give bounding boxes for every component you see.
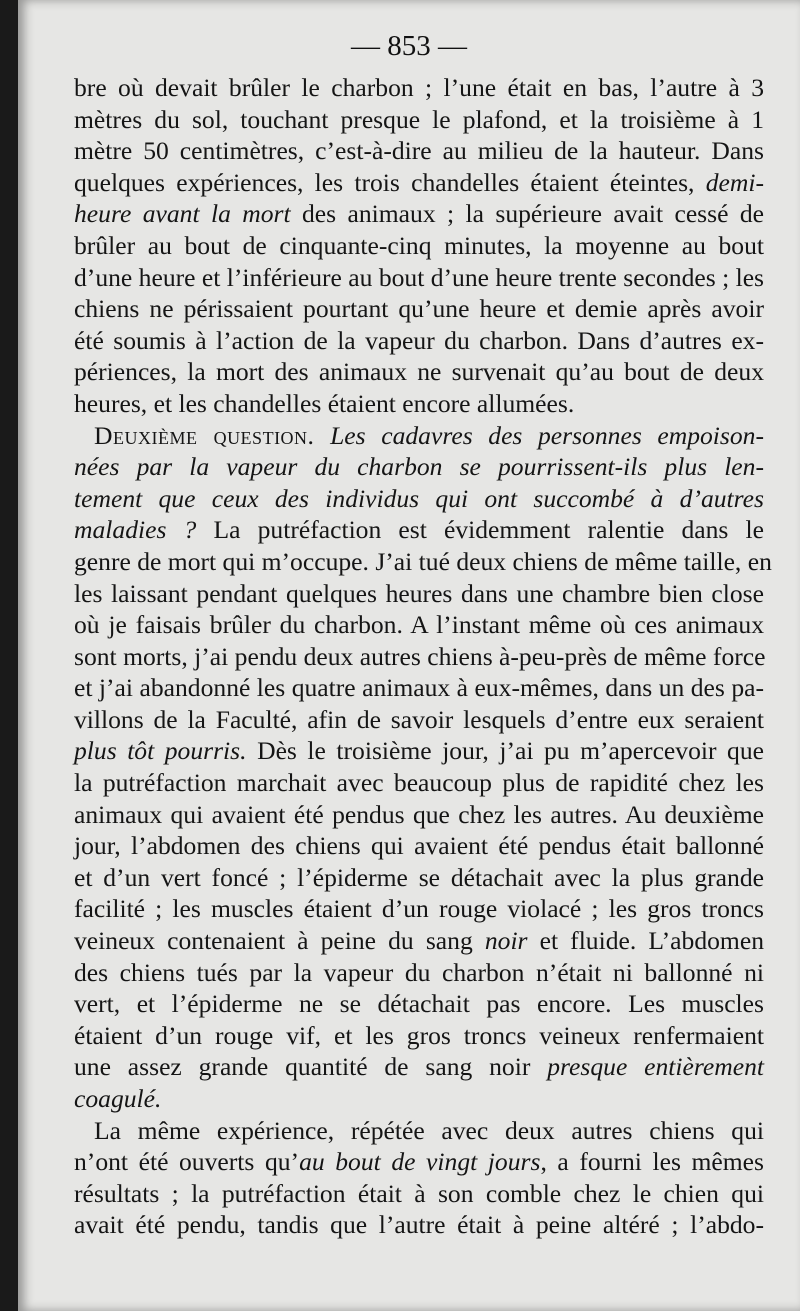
text-segment: jour, l’abdomen des chiens qui avaient été pendus était ballonné (74, 831, 764, 861)
italic-text: Les cadavres des personnes empoison- (330, 420, 764, 450)
text-segment: où je faisais brûler du charbon. A l’instant même où ces animaux (74, 610, 764, 640)
text-segment: bre où devait brûler le charbon ; l’une était en bas, l’autre à 3 (74, 73, 764, 102)
text-segment: étaient d’un rouge vif, et les gros troncs veineux renfermaient (74, 1020, 764, 1050)
text-line (74, 135, 764, 167)
text-line (74, 167, 764, 199)
text-line (74, 893, 764, 925)
text-segment: les laissant pendant quelques heures dans une chambre bien close (74, 578, 764, 608)
text-segment: vert, et l’épiderme ne se détachait pas encore. Les muscles (74, 989, 764, 1019)
text-segment: la putréfaction marchait avec beaucoup plus de rapidité chez les (74, 768, 764, 798)
italic-text: plus tôt pourris. (74, 736, 247, 766)
text-segment: mètre 50 centimètres, c’est-à-dire au milieu de la hauteur. Dans (74, 136, 764, 166)
text-segment: quelques expériences, les trois chandelles étaient éteintes, (74, 167, 706, 197)
italic-text: presque entièrement (547, 1052, 764, 1082)
text-line (74, 862, 764, 894)
text-segment: des animaux ; la supérieure avait cessé de (290, 199, 765, 229)
text-segment: et j’ai abandonné les quatre animaux à eux-mêmes, dans un des pa- (74, 673, 764, 703)
text-line (74, 198, 764, 230)
italic-text: nées par la vapeur du charbon se pourrissent-ils plus len- (74, 452, 764, 482)
text-segment: heures, et les chandelles étaient encore allumées. (74, 388, 575, 418)
text-line (74, 578, 764, 610)
text-segment: villons de la Faculté, afin de savoir lesquels d’entre eux seraient (74, 704, 764, 734)
text-line (74, 957, 764, 989)
italic-text: noir (484, 926, 528, 956)
text-line (74, 325, 764, 357)
text-line (74, 420, 764, 452)
text-line (74, 546, 772, 578)
text-segment: sont morts, j’ai pendu deux autres chiens à-peu-près de même force (74, 641, 766, 671)
text-line (74, 609, 764, 641)
text-line (74, 230, 764, 262)
text-segment: La putréfaction est évidemment ralentie dans le (196, 515, 764, 545)
text-segment: avait été pendu, tandis que l’autre était à peine altéré ; l’abdo- (74, 1210, 764, 1240)
text-segment: et d’un vert foncé ; l’épiderme se détachait avec la plus grande (74, 862, 764, 892)
text-line (74, 483, 764, 515)
text-line (74, 925, 764, 957)
text-line (74, 1146, 764, 1178)
italic-text: heure avant la mort (74, 199, 291, 229)
text-segment: d’une heure et l’inférieure au bout d’une heure trente secondes ; les (74, 262, 765, 292)
text-line (74, 451, 764, 483)
text-line (74, 672, 764, 704)
text-line (74, 767, 764, 799)
page-number: — 853 — (351, 30, 467, 62)
text-segment: chiens ne périssaient pourtant qu’une heure et demie après avoir (74, 294, 764, 324)
text-line (74, 72, 764, 104)
text-line (74, 1083, 764, 1115)
small-caps-heading: Deuxième question. (94, 420, 315, 450)
text-segment (314, 421, 330, 450)
italic-text: demi- (705, 167, 764, 197)
text-segment: brûler au bout de cinquante-cinq minutes, la moyenne au bout (74, 230, 764, 260)
text-line (74, 988, 764, 1020)
italic-text: maladies ? (74, 515, 197, 545)
text-segment: Dès le troisième jour, j’ai pu m’apercevoir que (246, 736, 765, 766)
text-line (74, 799, 764, 831)
text-segment: n’ont été ouverts qu’ (74, 1147, 300, 1177)
text-segment: , a fourni les mêmes (540, 1147, 764, 1177)
text-line (74, 356, 764, 388)
body-text (74, 72, 772, 1241)
text-segment: mètres du sol, touchant presque le plafond, et la troisième à 1 (74, 104, 764, 134)
text-line (74, 293, 764, 325)
italic-text: tement que ceux des individus qui ont succombé à d’autres (74, 483, 764, 513)
text-segment: La même expérience, répétée avec deux autres chiens qui (94, 1115, 764, 1145)
text-segment: et fluide. L’abdomen (527, 926, 764, 956)
text-line (74, 704, 764, 736)
text-line (74, 1051, 764, 1083)
text-line (74, 1209, 764, 1241)
text-line (74, 262, 764, 294)
text-segment: veineux contenaient à peine du sang (74, 926, 485, 956)
text-line (74, 388, 764, 420)
text-line (74, 514, 764, 546)
text-segment: facilité ; les muscles étaient d’un rouge violacé ; les gros troncs (74, 894, 764, 924)
text-line (74, 830, 764, 862)
italic-text: coagulé. (74, 1084, 162, 1113)
text-segment: animaux qui avaient été pendus que chez les autres. Au deuxième (74, 799, 764, 829)
text-segment: périences, la mort des animaux ne survenait qu’au bout de deux (74, 357, 764, 387)
text-segment: des chiens tués par la vapeur du charbon n’était ni ballonné ni (74, 957, 764, 987)
text-line (74, 1115, 764, 1147)
text-segment: résultats ; la putréfaction était à son comble chez le chien qui (74, 1178, 764, 1208)
text-line (74, 104, 764, 136)
text-line (74, 1178, 764, 1210)
text-line (74, 641, 764, 673)
italic-text: au bout de vingt jours (299, 1147, 541, 1177)
text-segment: genre de mort qui m’occupe. J’ai tué deux chiens de même taille, en (74, 546, 772, 576)
book-page (18, 0, 800, 1311)
text-segment: une assez grande quantité de sang noir (74, 1052, 548, 1082)
text-line (74, 735, 764, 767)
text-segment: été soumis à l’action de la vapeur du charbon. Dans d’autres ex- (74, 325, 764, 355)
text-line (74, 1020, 764, 1052)
